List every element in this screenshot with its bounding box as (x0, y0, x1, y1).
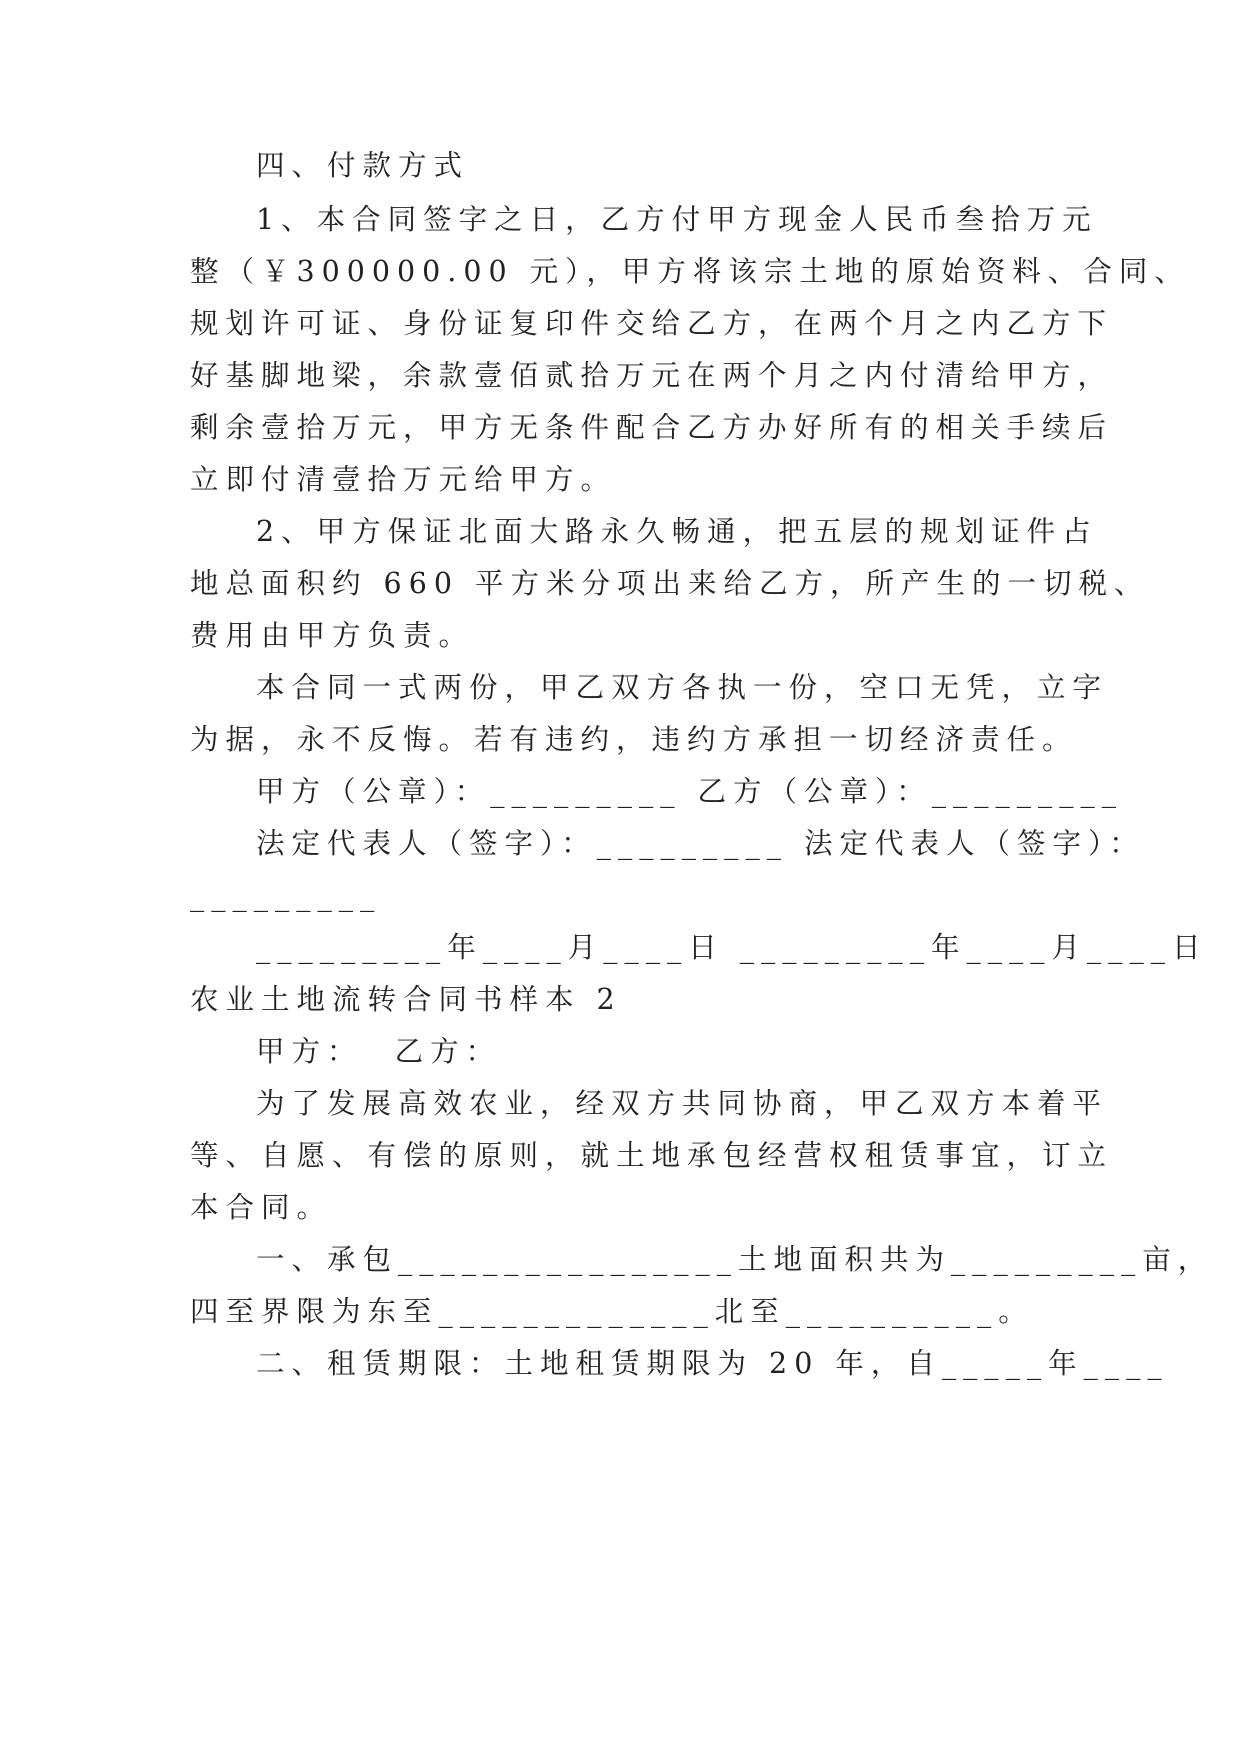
paragraph-line: 费用由甲方负责。 (190, 619, 475, 652)
paragraph-line: 规划许可证、身份证复印件交给乙方，在两个月之内乙方下 (190, 307, 1114, 340)
paragraph-line: 为据，永不反悔。若有违约，违约方承担一切经济责任。 (190, 723, 1078, 756)
section-heading: 四、付款方式 (256, 149, 470, 182)
seal-line: 甲方（公章）：_________ 乙方（公章）：_________ (256, 775, 1124, 808)
paragraph-line: 本合同。 (190, 1191, 333, 1224)
paragraph-line: 立即付清壹拾万元给甲方。 (190, 463, 617, 496)
paragraph-line: 为了发展高效农业，经双方共同协商，甲乙双方本着平 (256, 1087, 1109, 1120)
paragraph-line: 1、本合同签字之日，乙方付甲方现金人民币叁拾万元 (256, 203, 1098, 236)
paragraph-line: 好基脚地梁，余款壹佰贰拾万元在两个月之内付清给甲方， (190, 359, 1114, 392)
paragraph-line: 2、甲方保证北面大路永久畅通，把五层的规划证件占 (256, 515, 1098, 548)
representative-line: 法定代表人（签字）：_________ 法定代表人（签字）： (256, 827, 1145, 860)
date-line: _________年____月____日 _________年____月____日 (256, 931, 1208, 964)
clause-line: 一、承包________________土地面积共为_________亩， (256, 1243, 1214, 1276)
signature-blank: _________ (190, 879, 382, 912)
document-title: 农业土地流转合同书样本 2 (190, 983, 622, 1016)
paragraph-line: 等、自愿、有偿的原则，就土地承包经营权租赁事宜，订立 (190, 1139, 1114, 1172)
clause-line: 二、租赁期限：土地租赁期限为 20 年，自_____年____ (256, 1347, 1169, 1380)
parties-line: 甲方： 乙方： (256, 1035, 502, 1068)
paragraph-line: 剩余壹拾万元，甲方无条件配合乙方办好所有的相关手续后 (190, 411, 1114, 444)
clause-line: 四至界限为东至_____________北至__________。 (190, 1295, 1034, 1328)
paragraph-line: 地总面积约 660 平方米分项出来给乙方，所产生的一切税、 (190, 567, 1150, 600)
paragraph-line: 本合同一式两份，甲乙双方各执一份，空口无凭，立字 (256, 671, 1109, 704)
paragraph-line: 整（￥300000.00 元），甲方将该宗土地的原始资料、合同、 (190, 255, 1190, 288)
